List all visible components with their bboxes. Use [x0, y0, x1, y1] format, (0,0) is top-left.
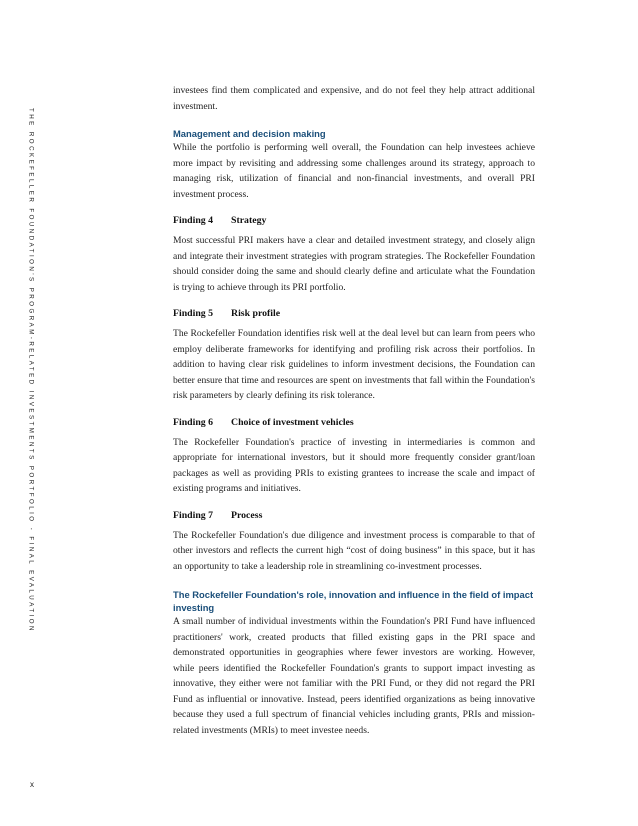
role-body: A small number of individual investments within the Foundation's PRI Fund have influenced practitioners' work, created products that filled existing gaps in the PRI space and demonstrated opportunities in geographies where fewer investors are working. However, while peers identified the Rockefeller Foundation's grants to support impact investing as innovative, they either were not familiar with the PRI Fund, or they did not regard the PRI Fund as influential or innovative. Instead, peers identified organizations as being innovative because they used a full spectrum of financial vehicles including grants, PRIs and mission-related investments (MRIs) to meet investee needs.	[173, 616, 535, 736]
running-header-vertical	[19, 108, 43, 748]
finding-body: Most successful PRI makers have a clear and detailed investment strategy, and closely align and integrate their investment strategies with program strategies. The Rockefeller Foundation should consider doing the same and should clearly define and articulate what the Foundation is trying to achieve through its PRI portfolio.	[173, 235, 535, 293]
finding-heading	[173, 509, 535, 523]
role-section	[173, 588, 535, 738]
finding-body: The Rockefeller Foundation's due diligence and investment process is comparable to that of other investors and reflects the current high “cost of doing business” in this space, but it has an opportunity to take a leadership role in streamlining co-investment processes.	[173, 529, 535, 572]
finding-4	[173, 214, 535, 295]
intro-paragraph: investees find them complicated and expensive, and do not feel they help attract additional investment.	[173, 85, 535, 112]
finding-title: Strategy	[231, 215, 267, 226]
finding-body: The Rockefeller Foundation's practice of investing in intermediaries is common and appropriate for international investors, but it should more frequently consider grant/loan packages as well as providing PRIs to existing grantees to increase the scale and impact of existing programs and initiatives.	[173, 436, 535, 494]
section-heading-role: The Rockefeller Foundation's role, innovation and influence in the field of impact investing	[173, 589, 534, 613]
finding-heading	[173, 416, 535, 430]
finding-title: Choice of investment vehicles	[231, 416, 354, 428]
finding-heading	[173, 307, 535, 321]
finding-title: Process	[231, 509, 263, 521]
finding-7	[173, 509, 535, 575]
finding-body: The Rockefeller Foundation identifies risk well at the deal level but can learn from peers who employ deliberate frameworks for identifying and profiling risk across their portfolios. In addition to having clear risk guidelines to inform investment decisions, the Foundation can better ensure that time and resources are spent on investments that fall within the Foundation's risk parameters by clearly defining its risk tolerance.	[173, 328, 535, 401]
finding-number: Finding 4	[173, 215, 214, 226]
page-number: x	[30, 780, 34, 789]
management-body: While the portfolio is performing well overall, the Foundation can help investees achieve more impact by revisiting and addressing some challenges around its strategy, approach to managing risk, utilization of financial and non-financial investments, and overall PRI investment process.	[173, 142, 535, 200]
main-content	[173, 83, 535, 738]
finding-number: Finding 7	[173, 509, 214, 521]
finding-6	[173, 416, 535, 497]
finding-heading	[173, 214, 535, 228]
finding-number: Finding 5	[173, 308, 214, 319]
finding-5	[173, 307, 535, 404]
management-section	[173, 127, 535, 202]
section-heading-management: Management and decision making	[173, 128, 326, 139]
finding-title: Risk profile	[231, 308, 281, 319]
finding-number: Finding 6	[173, 416, 214, 428]
running-header-text: THE ROCKEFELLER FOUNDATION'S PROGRAM-RELATED INVESTMENTS PORTFOLIO - FINAL EVALUATION	[27, 108, 35, 633]
